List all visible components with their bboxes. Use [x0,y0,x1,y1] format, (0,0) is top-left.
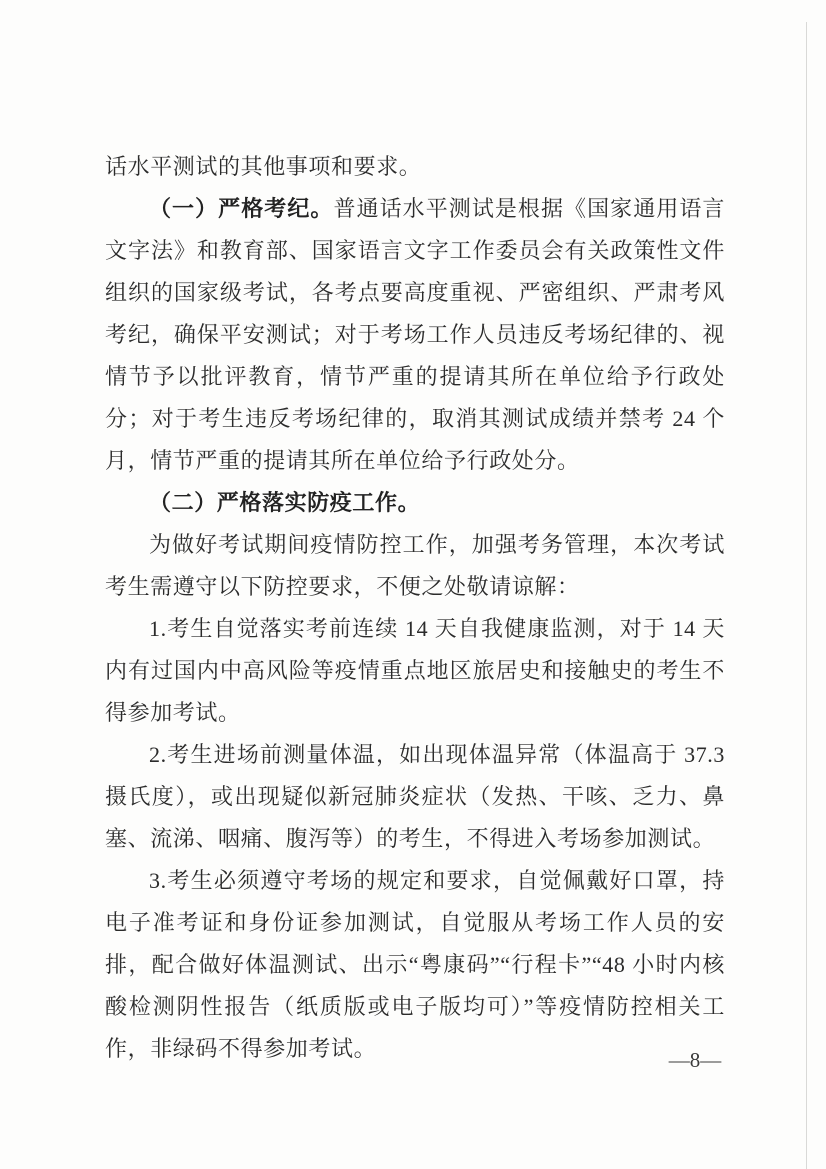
paragraph-text: 普通话水平测试是根据《国家通用语言文字法》和教育部、国家语言文字工作委员会有关政策性文件组织的国家级考试，各考点要高度重视、严密组织、严肃考风考纪，确保平安测试；对于考场工作人员违反考场纪律的、视情节予以批评教育，情节严重的提请其所在单位给予行政处分；对于考生违反考场纪律的，取消其测试成绩并禁考 24 个月，情节严重的提请其所在单位给予行政处分。 [105,196,725,473]
paragraph-text: 2.考生进场前测量体温，如出现体温异常（体温高于 37.3 摄氏度），或出现疑似新冠肺炎症状（发热、干咳、乏力、鼻塞、流涕、咽痛、腹泻等）的考生，不得进入考场参加测试。 [105,742,725,851]
section-2-heading: （二）严格落实防疫工作。 [149,490,421,515]
paragraph-text: 3.考生必须遵守考场的规定和要求，自觉佩戴好口罩，持电子准考证和身份证参加测试，自觉服从考场工作人员的安排，配合做好体温测试、出示“粤康码”“行程卡”“48 小时内核酸检测阴性报告（纸质版或电子版均可）”等疫情防控相关工作，非绿码不得参加考试。 [105,868,725,1061]
section-1-heading: （一）严格考纪。 [149,196,334,221]
paragraph-section-2 [105,482,725,524]
document-body-text [105,146,725,1070]
paragraph-text: 1.考生自觉落实考前连续 14 天自我健康监测，对于 14 天内有过国内中高风险等疫情重点地区旅居史和接触史的考生不得参加考试。 [105,616,725,725]
paragraph-continuation [105,146,725,188]
paragraph-rule-2 [105,734,725,860]
paragraph-section-1 [105,188,725,482]
paragraph-rule-3 [105,860,725,1070]
paragraph-text: 为做好考试期间疫情防控工作，加强考务管理，本次考试考生需遵守以下防控要求，不便之处敬请谅解： [105,532,725,599]
paragraph-text: 话水平测试的其他事项和要求。 [105,154,422,179]
paragraph-epidemic-intro [105,524,725,608]
scan-edge-line [806,22,807,1169]
paragraph-rule-1 [105,608,725,734]
page-number: —8— [668,1048,722,1072]
